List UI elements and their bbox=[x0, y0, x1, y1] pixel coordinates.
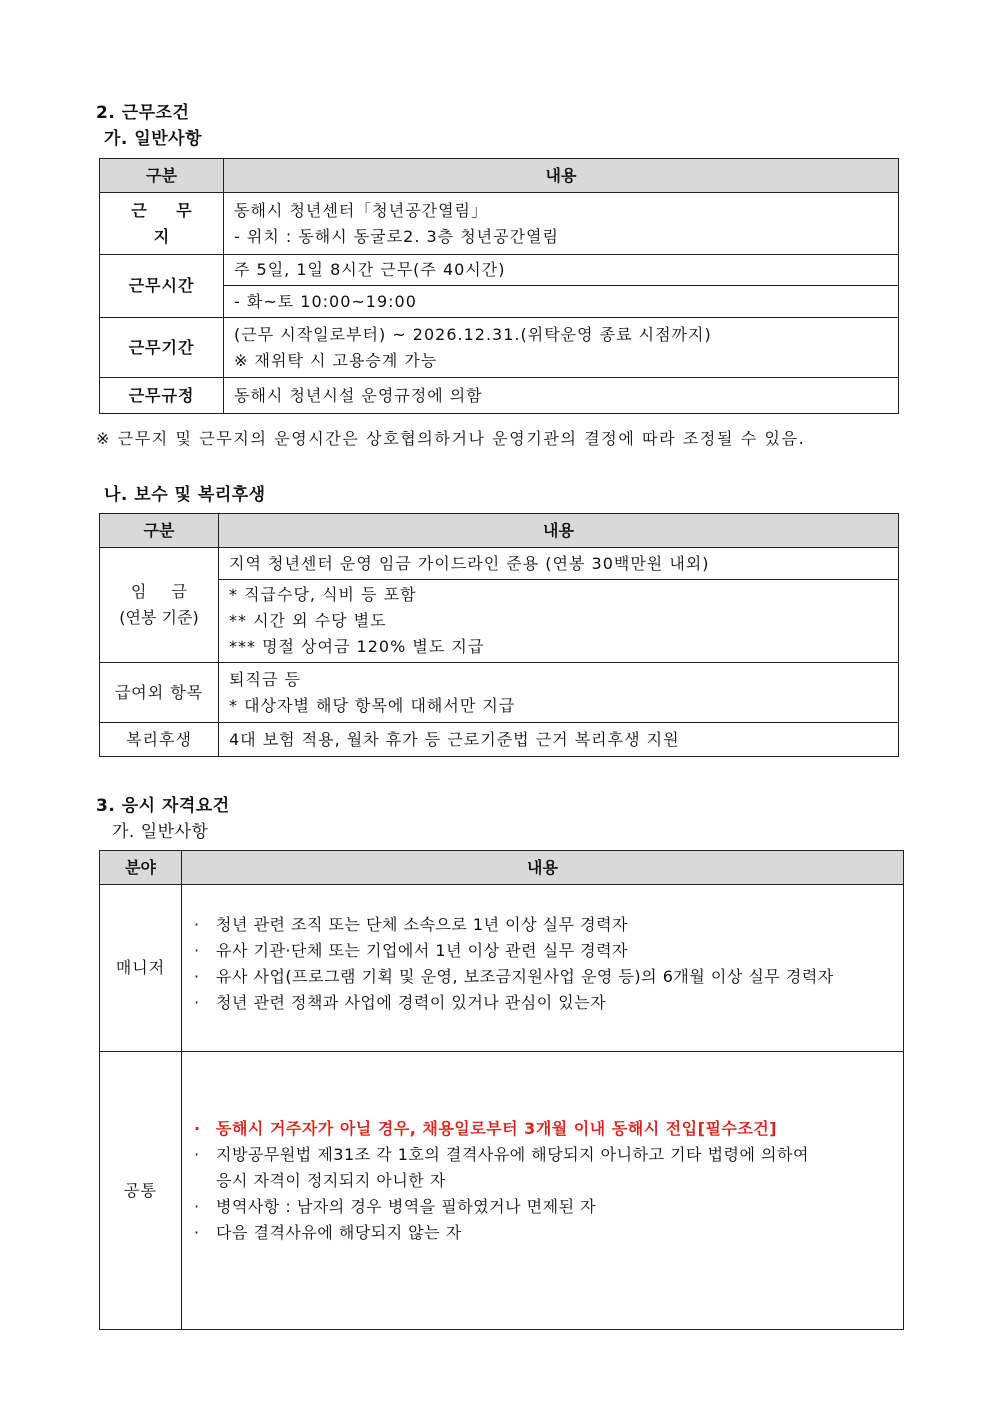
qualifications-table bbox=[99, 850, 904, 1330]
non-salary-note: * 대상자별 해당 항목에 대해서만 지급 bbox=[229, 695, 516, 715]
work-conditions-note: ※ 근무지 및 근무지의 운영시간은 상호협의하거나 운영기관의 결정에 따라 조정될 수 있음. bbox=[96, 429, 806, 448]
non-salary-severance: 퇴직금 등 bbox=[229, 669, 301, 689]
row-label-work-hours: 근무시간 bbox=[100, 255, 224, 318]
wage-detail-allowance: * 직급수당, 식비 등 포함 bbox=[229, 585, 417, 604]
common-requirements bbox=[182, 1052, 904, 1330]
work-conditions-table bbox=[99, 158, 899, 414]
column-header-content: 내용 bbox=[182, 851, 904, 885]
column-header-category: 구분 bbox=[100, 159, 224, 193]
row-label-common: 공통 bbox=[100, 1052, 182, 1330]
work-hours-daily: - 화~토 10:00~19:00 bbox=[224, 286, 899, 318]
wage-detail-overtime: ** 시간 외 수당 별도 bbox=[229, 611, 387, 630]
residency-requirement: · 동해시 거주자가 아닐 경우, 채용일로부터 3개월 이내 동해시 전입[필수조건] bbox=[192, 1116, 903, 1142]
row-label-welfare: 복리후생 bbox=[100, 723, 219, 757]
list-item: · 다음 결격사유에 해당되지 않는 자 bbox=[192, 1220, 903, 1246]
work-period-range: (근무 시작일로부터) ~ 2026.12.31.(위탁운영 종료 시점까지) bbox=[234, 324, 712, 344]
row-label-work-period: 근무기간 bbox=[100, 318, 224, 378]
wage-details bbox=[219, 580, 899, 663]
non-salary-content bbox=[219, 663, 899, 723]
row-label-non-salary: 급여외 항목 bbox=[100, 663, 219, 723]
disqualification-law-line1: 지방공무원법 제31조 각 1호의 결격사유에 해당되지 아니하고 기타 법령에 의하여 bbox=[216, 1144, 809, 1164]
welfare-content: 4대 보험 적용, 월차 휴가 등 근로기준법 근거 복리후생 지원 bbox=[219, 723, 899, 757]
row-label-work-rules: 근무규정 bbox=[100, 378, 224, 414]
row-label-manager: 매니저 bbox=[100, 885, 182, 1052]
section-title-qualifications: 3. 응시 자격요건 bbox=[96, 796, 230, 816]
section-title-work-conditions: 2. 근무조건 bbox=[96, 103, 190, 123]
subsection-title-general-qualifications: 가. 일반사항 bbox=[112, 822, 209, 842]
list-item: · 유사 사업(프로그램 기획 및 운영, 보조금지원사업 운영 등)의 6개월 이상 실무 경력자 bbox=[192, 964, 903, 990]
list-item: · 청년 관련 조직 또는 단체 소속으로 1년 이상 실무 경력자 bbox=[192, 912, 903, 938]
subsection-title-general: 가. 일반사항 bbox=[104, 129, 202, 149]
list-item: · 청년 관련 정책과 사업에 경력이 있거나 관심이 있는자 bbox=[192, 990, 903, 1016]
work-hours-weekly: 주 5일, 1일 8시간 근무(주 40시간) bbox=[224, 255, 899, 286]
list-item: · 병역사항 : 남자의 경우 병역을 필하였거나 면제된 자 bbox=[192, 1194, 903, 1220]
column-header-field: 분야 bbox=[100, 851, 182, 885]
row-label-wage bbox=[100, 548, 219, 663]
list-item bbox=[192, 1142, 903, 1168]
list-item: · 유사 기관·단체 또는 기업에서 1년 이상 관련 실무 경력자 bbox=[192, 938, 903, 964]
row-label-workplace: 근 무 지 bbox=[100, 193, 224, 255]
column-header-content: 내용 bbox=[224, 159, 899, 193]
list-item-continuation bbox=[192, 1168, 903, 1194]
work-rules-content: 동해시 청년시설 운영규정에 의함 bbox=[224, 378, 899, 414]
manager-requirement-list bbox=[182, 912, 903, 1016]
workplace-name: 동해시 청년센터「청년공간열림」 bbox=[234, 200, 489, 220]
column-header-category: 구분 bbox=[100, 514, 219, 548]
manager-requirements bbox=[182, 885, 904, 1052]
common-requirement-list bbox=[182, 1116, 903, 1246]
subsection-title-pay-benefits: 나. 보수 및 복리후생 bbox=[104, 485, 266, 505]
column-header-content: 내용 bbox=[219, 514, 899, 548]
wage-basis-label: (연봉 기준) bbox=[119, 608, 199, 627]
work-period-note: ※ 재위탁 시 고용승계 가능 bbox=[234, 350, 438, 370]
workplace-location: - 위치 : 동해시 동굴로2. 3층 청년공간열림 bbox=[234, 226, 559, 246]
work-period-content bbox=[224, 318, 899, 378]
wage-guideline: 지역 청년센터 운영 임금 가이드라인 준용 (연봉 30백만원 내외) bbox=[219, 548, 899, 580]
workplace-content bbox=[224, 193, 899, 255]
pay-benefits-table bbox=[99, 513, 899, 757]
wage-detail-bonus: *** 명절 상여금 120% 별도 지급 bbox=[229, 637, 485, 656]
disqualification-law-line2: 응시 자격이 정지되지 아니한 자 bbox=[216, 1170, 446, 1190]
wage-label: 임 금 bbox=[131, 582, 197, 601]
